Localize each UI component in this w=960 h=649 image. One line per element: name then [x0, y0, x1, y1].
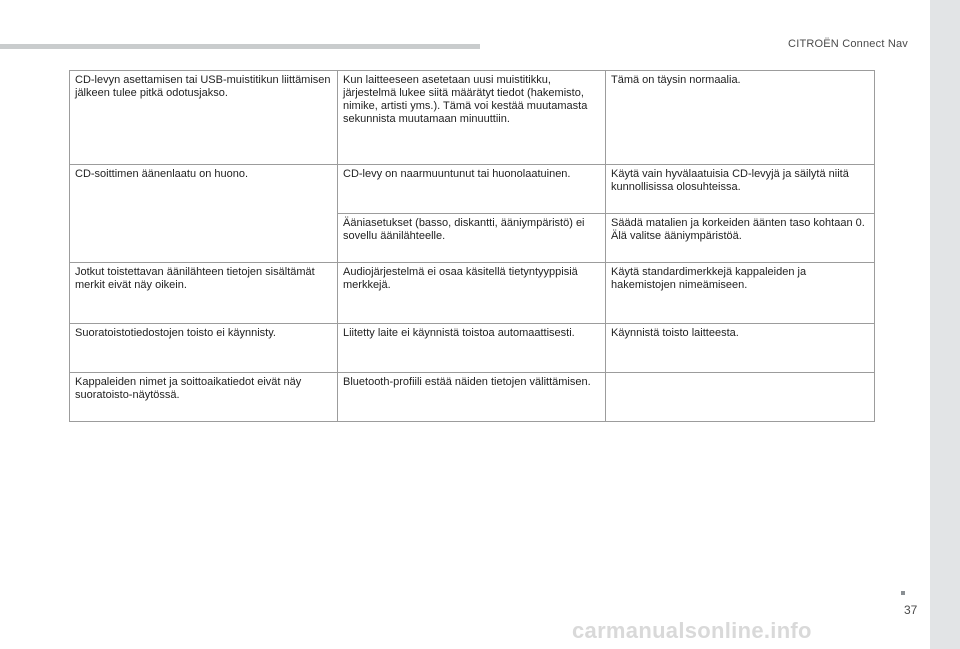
solution-cell — [606, 373, 875, 422]
cause-cell: CD-levy on naarmuuntunut tai huonolaatuinen. — [338, 165, 606, 214]
solution-cell: Tämä on täysin normaalia. — [606, 71, 875, 165]
solution-cell: Käytä standardimerkkejä kappaleiden ja hakemistojen nimeämiseen. — [606, 263, 875, 324]
cause-cell: Bluetooth-profiili estää näiden tietojen välittämisen. — [338, 373, 606, 422]
table-row — [70, 324, 875, 373]
table-row — [70, 165, 875, 214]
table-row — [70, 71, 875, 165]
header-title: CITROËN Connect Nav — [788, 38, 908, 50]
problem-cell: CD-soittimen äänenlaatu on huono. — [70, 165, 338, 263]
troubleshooting-table — [69, 70, 875, 422]
watermark: carmanualsonline.info — [572, 618, 812, 643]
cause-cell: Liitetty laite ei käynnistä toistoa automaattisesti. — [338, 324, 606, 373]
problem-cell: Suoratoistotiedostojen toisto ei käynnisty. — [70, 324, 338, 373]
cause-cell: Ääniasetukset (basso, diskantti, ääniympäristö) ei sovellu äänilähteelle. — [338, 214, 606, 263]
problem-cell: Jotkut toistettavan äänilähteen tietojen sisältämät merkit eivät näy oikein. — [70, 263, 338, 324]
side-band — [930, 0, 960, 649]
solution-cell: Säädä matalien ja korkeiden äänten taso kohtaan 0. Älä valitse ääniympäristöä. — [606, 214, 875, 263]
header-rule — [0, 44, 480, 49]
cause-cell: Kun laitteeseen asetetaan uusi muistitikku, järjestelmä lukee siitä määrätyt tiedot (hakemisto, nimike, artisti yms.). Tämä voi kestää muutamasta sekunnista muutamaan minuuttiin. — [338, 71, 606, 165]
solution-cell: Käytä vain hyvälaatuisia CD-levyjä ja säilytä niitä kunnollisissa olosuhteissa. — [606, 165, 875, 214]
table-row — [70, 263, 875, 324]
solution-cell: Käynnistä toisto laitteesta. — [606, 324, 875, 373]
problem-cell: Kappaleiden nimet ja soittoaikatiedot eivät näy suoratoisto-näytössä. — [70, 373, 338, 422]
table-row — [70, 373, 875, 422]
problem-cell: CD-levyn asettamisen tai USB-muistitikun liittämisen jälkeen tulee pitkä odotusjakso. — [70, 71, 338, 165]
page-number: 37 — [904, 603, 918, 617]
cause-cell: Audiojärjestelmä ei osaa käsitellä tietyntyyppisiä merkkejä. — [338, 263, 606, 324]
page-end-marker — [901, 591, 905, 595]
